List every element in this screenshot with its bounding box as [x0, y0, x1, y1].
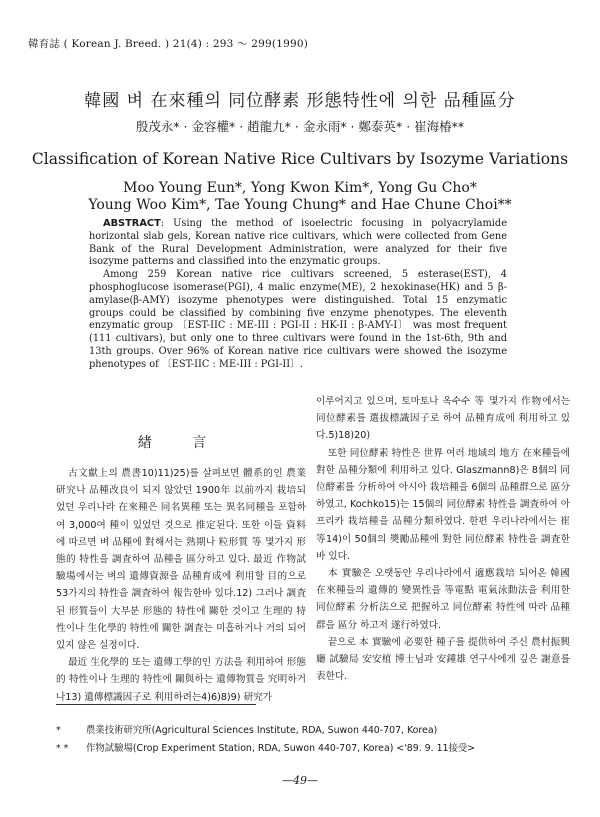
section-heading-introduction: 緖 言: [137, 435, 225, 451]
footnotes: [56, 722, 475, 757]
abstract-paragraph-1: [89, 218, 507, 269]
authors-korean: 殷茂永* · 金容權* · 趙龍九* · 金永雨* · 鄭泰英* · 崔海椿**: [135, 119, 465, 134]
abstract-paragraph-2: Among 259 Korean native rice cultivars screened, 5 esterase(EST), 4 phosphoglucose isomerase(PGI), 4 malic enzyme(ME), 2 hexokinase(HK) and 5 β-amylase(β-AMY) isozyme phenotypes were distinguished. Total 15 enzymatic groups could be classified by combining five enzyme phenotypes. The eleventh enzymatic group 〔EST-IIC : ME-III : PGI-II : HK-II : β-AMY-I〕 was most frequent (111 cultivars), but only one to three cultivars were found in the 1st-6th, 9th and 13th groups. Over 96% of Korean native rice cultivars were showed the isozyme phenotypes of 〔EST-IIC : ME-III : PGI-II〕.: [89, 269, 507, 370]
abstract: [89, 218, 507, 372]
page-number: —49—: [282, 774, 318, 787]
footnote-mark: * *: [56, 742, 69, 754]
authors-english-line1: Moo Young Eun*, Yong Kwon Kim*, Yong Gu Cho*: [123, 180, 477, 196]
footnote-mark: *: [56, 725, 61, 736]
journal-header: 韓育誌 ( Korean J. Breed. ) 21(4) : 293 ～ 299(1990): [28, 38, 309, 50]
authors-english-line2: Young Woo Kim*, Tae Young Chung* and Hae Chune Choi**: [88, 197, 512, 213]
right-paragraph-3: 本 實驗은 오랫동안 우리나라에서 適應栽培 되어온 韓國 在來種들의 遺傳的 變異性을 等電點 電氣泳動法을 利用한 同位酵素 分析法으로 把握하고 同位酵素 特性에 따라 品種群을 區分 하고저 遂行하였다.: [316, 568, 570, 631]
body-column-right: [316, 393, 570, 685]
footnote-text: 作物試驗場(Crop Experiment Station, RDA, Suwon 440-707, Korea) <'89. 9. 11接受>: [86, 742, 476, 754]
left-paragraph-2: 最近 生化學的 또는 遺傳工學的인 方法을 利用하여 形態的 特性이나 生理的 特性에 關與하는 遺傳物質을 究明하거나13) 遺傳標識因子로 利用하려는4)6)8)9) 研究가: [56, 657, 306, 703]
paper-title-korean: 韓國 벼 在來種의 同位酵素 形態特性에 의한 品種區分: [84, 91, 516, 111]
left-paragraph-1: 古文獻上의 農書10)11)25)를 살펴보면 體系的인 農業研究나 品種改良이 되지 않았던 1900年 以前까지 栽培되었던 우리나라 在來種은 同名異種 또는 異名同種을 포함하여 3,000여 種이 있었던 것으로 推定된다. 또한 이들 資料에 따르면 벼 品種에 對해서는 熟期나 粒形質 等 몇가지 形態的 特性을 調査하여 品種을 區分하고 있다. 最近 作物試驗場에서는 벼의 遺傳資源을 品種育成에 利用할 目的으로 53가지의 特性을 調査하여 報告한바 있다.12) 그러나 調査된 形質들이 大부분 形態的 特性에 關한 것이고 生理的 特性이나 生化學的 特性에 關한 調査는 미흡하거나 거의 되어 있지 않은 실정이다.: [56, 468, 306, 652]
body-column-left: [56, 465, 306, 706]
right-paragraph-1: 이루어지고 있으며, 토마토나 옥수수 等 몇가지 作物에서는 同位酵素를 選拔標識因子로 하여 品種育成에 利用하고 있다.5)18)20): [316, 396, 570, 442]
footnote-2: [56, 740, 475, 758]
paper-title-english: Classification of Korean Native Rice Cultivars by Isozyme Variations: [31, 150, 569, 168]
footnote-text: 農業技術研究所(Agricultural Sciences Institute, RDA, Suwon 440-707, Korea): [86, 725, 438, 736]
footnote-1: [56, 722, 475, 740]
right-paragraph-2: 또한 同位酵素 特性은 世界 여러 地域의 地方 在來種들에 對한 品種分類에 利用하고 있다. Glaszmann8)은 8個의 同位酵素를 分析하여 아시아 栽培種을 6個의 品種群으로 區分하였고, Kochko15)는 15個의 同位酵素 特性을 調査하여 아프리카 栽培種을 品種分類하였다. 한편 우리나라에서는 崔 等14)이 50個의 奬勵品種에 對한 同位酵素 特性을 調査한 바 있다.: [316, 447, 570, 562]
abstract-label: ABSTRACT: [103, 218, 161, 229]
abstract-text-1: : Using the method of isoelectric focusing in polyacrylamide horizontal slab gels, Korean native rice cultivars, which were collected from Gene Bank of the Rural Development Administration, were analyzed for their five isozyme patterns and classified into the enzymatic groups.: [89, 218, 507, 268]
right-paragraph-4: 끝으로 本 實驗에 必要한 種子를 提供하여 주신 農村振興廳 試驗局 安安植 博士님과 安鍾雄 연구사에게 깊은 謝意를 表한다.: [316, 636, 570, 683]
footnote-divider: [56, 704, 256, 705]
